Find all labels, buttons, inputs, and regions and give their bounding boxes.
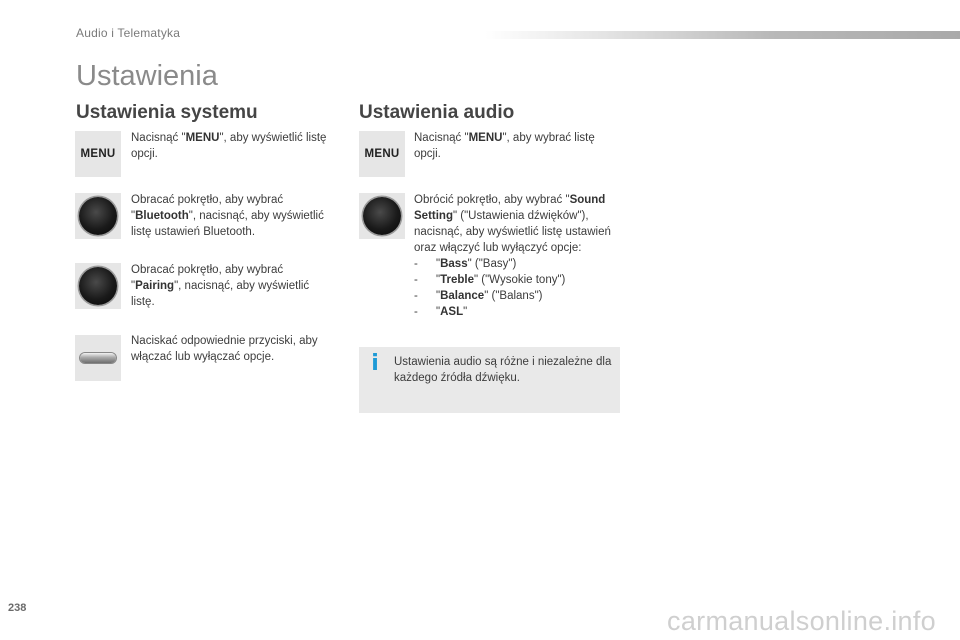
info-note-text: Ustawienia audio są różne i niezależne dla każdego źródła dźwięku. bbox=[394, 356, 612, 384]
menu-button-icon bbox=[359, 131, 405, 177]
header-gradient-bar bbox=[485, 31, 960, 39]
page-title: Ustawienia bbox=[76, 60, 218, 92]
menu-button-icon bbox=[75, 131, 121, 177]
page-number: 238 bbox=[8, 602, 27, 614]
audio-option-item: - "Balance" ("Balans") bbox=[414, 290, 543, 302]
system-settings-title: Ustawienia systemu bbox=[76, 102, 258, 123]
audio-step-2: Obrócić pokrętło, aby wybrać "Sound Setting" ("Ustawienia dźwięków"), nacisnąć, aby wyświetlić listę ustawień oraz włączyć lub wyłączyć opcje: - "Bass" ("Basy") - "Treble" ("Wysokie tony") - "Balance" ("Balans") - "ASL" bbox=[414, 192, 621, 320]
audio-option-item: - "Bass" ("Basy") bbox=[414, 258, 517, 270]
audio-option-list bbox=[414, 256, 621, 320]
audio-option-item: - "ASL" bbox=[414, 306, 468, 318]
audio-option-item: - "Treble" ("Wysokie tony") bbox=[414, 274, 566, 286]
system-step-4: Naciskać odpowiednie przyciski, aby włączać lub wyłączać opcje. bbox=[131, 335, 318, 363]
system-step-3: Obracać pokrętło, aby wybrać "Pairing", nacisnąć, aby wyświetlić listę. bbox=[131, 264, 310, 308]
system-step-1: Nacisnąć "MENU", aby wyświetlić listę opcji. bbox=[131, 132, 327, 160]
menu-button-label: MENU bbox=[364, 148, 400, 160]
push-button-icon bbox=[75, 335, 121, 381]
watermark: carmanualsonline.info bbox=[667, 606, 936, 636]
rotary-knob-icon bbox=[75, 263, 121, 309]
rotary-knob-icon bbox=[75, 193, 121, 239]
menu-button-label: MENU bbox=[80, 148, 116, 160]
info-icon: i bbox=[371, 351, 379, 376]
audio-step-1: Nacisnąć "MENU", aby wybrać listę opcji. bbox=[414, 132, 595, 160]
rotary-knob-icon bbox=[359, 193, 405, 239]
system-step-2: Obracać pokrętło, aby wybrać "Bluetooth", nacisnąć, aby wyświetlić listę ustawień Bluetooth. bbox=[131, 194, 324, 238]
section-header-label: Audio i Telematyka bbox=[76, 26, 181, 40]
audio-settings-title: Ustawienia audio bbox=[359, 102, 515, 123]
info-note-box bbox=[359, 347, 620, 413]
